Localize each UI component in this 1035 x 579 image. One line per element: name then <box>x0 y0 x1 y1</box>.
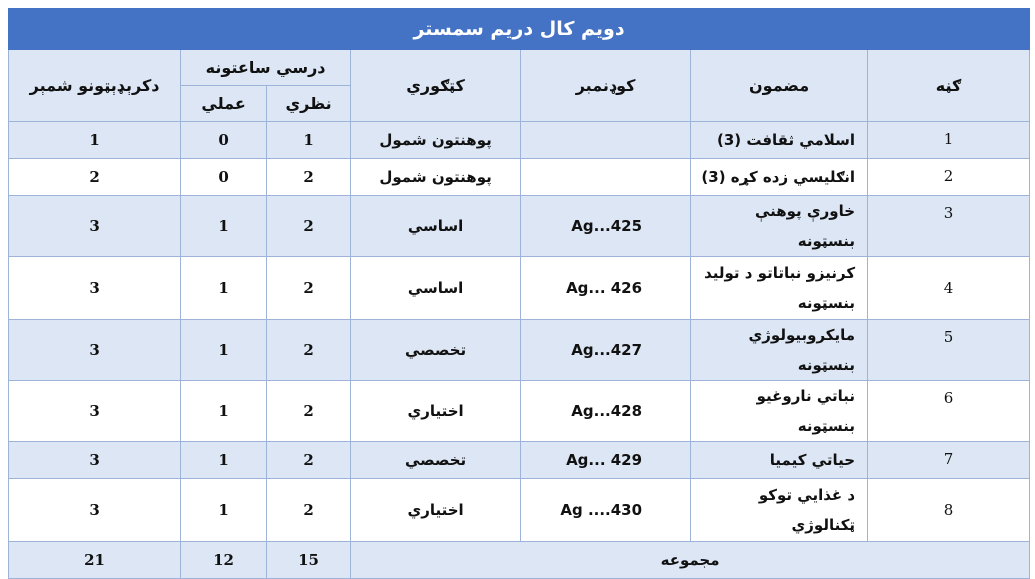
row-theory: 2 <box>267 196 351 257</box>
table-row <box>9 479 1030 542</box>
table-row <box>9 159 1030 196</box>
table-row <box>9 381 1030 442</box>
row-theory: 2 <box>267 257 351 320</box>
curriculum-table-container <box>8 8 1029 579</box>
row-credits: 3 <box>9 381 181 442</box>
row-subject: انګليسي زده کړه (3) <box>691 159 868 196</box>
row-credits: 3 <box>9 257 181 320</box>
row-index: 5 <box>868 320 1030 381</box>
row-code <box>521 159 691 196</box>
row-category: اساسي <box>351 257 521 320</box>
row-theory: 2 <box>267 479 351 542</box>
table-row <box>9 122 1030 159</box>
row-theory: 1 <box>267 122 351 159</box>
row-practical: 1 <box>181 479 267 542</box>
row-credits: 3 <box>9 442 181 479</box>
row-category: اختياري <box>351 381 521 442</box>
row-index: 8 <box>868 479 1030 542</box>
table-row <box>9 196 1030 257</box>
header-row-1 <box>9 50 1030 86</box>
row-category: پوهنتون شمول <box>351 122 521 159</box>
row-credits: 3 <box>9 196 181 257</box>
total-practical: 12 <box>181 542 267 579</box>
header-theory: نظري <box>267 86 351 122</box>
row-category: تخصصي <box>351 442 521 479</box>
total-credits: 21 <box>9 542 181 579</box>
row-theory: 2 <box>267 442 351 479</box>
row-code: Ag...428 <box>521 381 691 442</box>
row-subject: حياتي کيميا <box>691 442 868 479</box>
row-category: پوهنتون شمول <box>351 159 521 196</box>
row-category: اختياري <box>351 479 521 542</box>
header-credits: دکرېډېټونو شمېر <box>9 50 181 122</box>
table-row <box>9 320 1030 381</box>
table-row <box>9 442 1030 479</box>
row-index: 7 <box>868 442 1030 479</box>
row-category: تخصصي <box>351 320 521 381</box>
row-practical: 0 <box>181 122 267 159</box>
row-subject: د غذايي توکو ټکنالوژي <box>691 479 868 542</box>
row-subject: خاورې پوهنې بنسټونه <box>691 196 868 257</box>
row-index: 3 <box>868 196 1030 257</box>
semester-table <box>8 8 1030 579</box>
row-index: 4 <box>868 257 1030 320</box>
row-practical: 1 <box>181 257 267 320</box>
header-category: کټګوري <box>351 50 521 122</box>
row-code: Ag ....430 <box>521 479 691 542</box>
row-credits: 1 <box>9 122 181 159</box>
row-subject: کرنيزو نباتاتو د توليد بنسټونه <box>691 257 868 320</box>
row-practical: 1 <box>181 381 267 442</box>
row-subject: اسلامي ثقافت (3) <box>691 122 868 159</box>
row-code: Ag... 426 <box>521 257 691 320</box>
row-subject: مايکروبيولوژي بنسټونه <box>691 320 868 381</box>
row-practical: 1 <box>181 320 267 381</box>
header-code: کوډنمبر <box>521 50 691 122</box>
header-practical: عملي <box>181 86 267 122</box>
row-code: Ag...425 <box>521 196 691 257</box>
row-index: 6 <box>868 381 1030 442</box>
row-credits: 3 <box>9 479 181 542</box>
row-index: 1 <box>868 122 1030 159</box>
table-title: دويم کال دريم سمستر <box>9 9 1030 50</box>
row-practical: 0 <box>181 159 267 196</box>
row-theory: 2 <box>267 381 351 442</box>
header-subject: مضمون <box>691 50 868 122</box>
row-subject: نباتي ناروغيو بنسټونه <box>691 381 868 442</box>
row-code: Ag... 429 <box>521 442 691 479</box>
row-credits: 2 <box>9 159 181 196</box>
row-theory: 2 <box>267 159 351 196</box>
row-practical: 1 <box>181 442 267 479</box>
row-category: اساسي <box>351 196 521 257</box>
total-label: مجموعه <box>351 542 1030 579</box>
total-row <box>9 542 1030 579</box>
row-code: Ag...427 <box>521 320 691 381</box>
title-row <box>9 9 1030 50</box>
row-code <box>521 122 691 159</box>
table-row <box>9 257 1030 320</box>
header-hours-group: درسي ساعتونه <box>181 50 351 86</box>
row-theory: 2 <box>267 320 351 381</box>
row-credits: 3 <box>9 320 181 381</box>
total-theory: 15 <box>267 542 351 579</box>
row-index: 2 <box>868 159 1030 196</box>
header-index: ګڼه <box>868 50 1030 122</box>
row-practical: 1 <box>181 196 267 257</box>
